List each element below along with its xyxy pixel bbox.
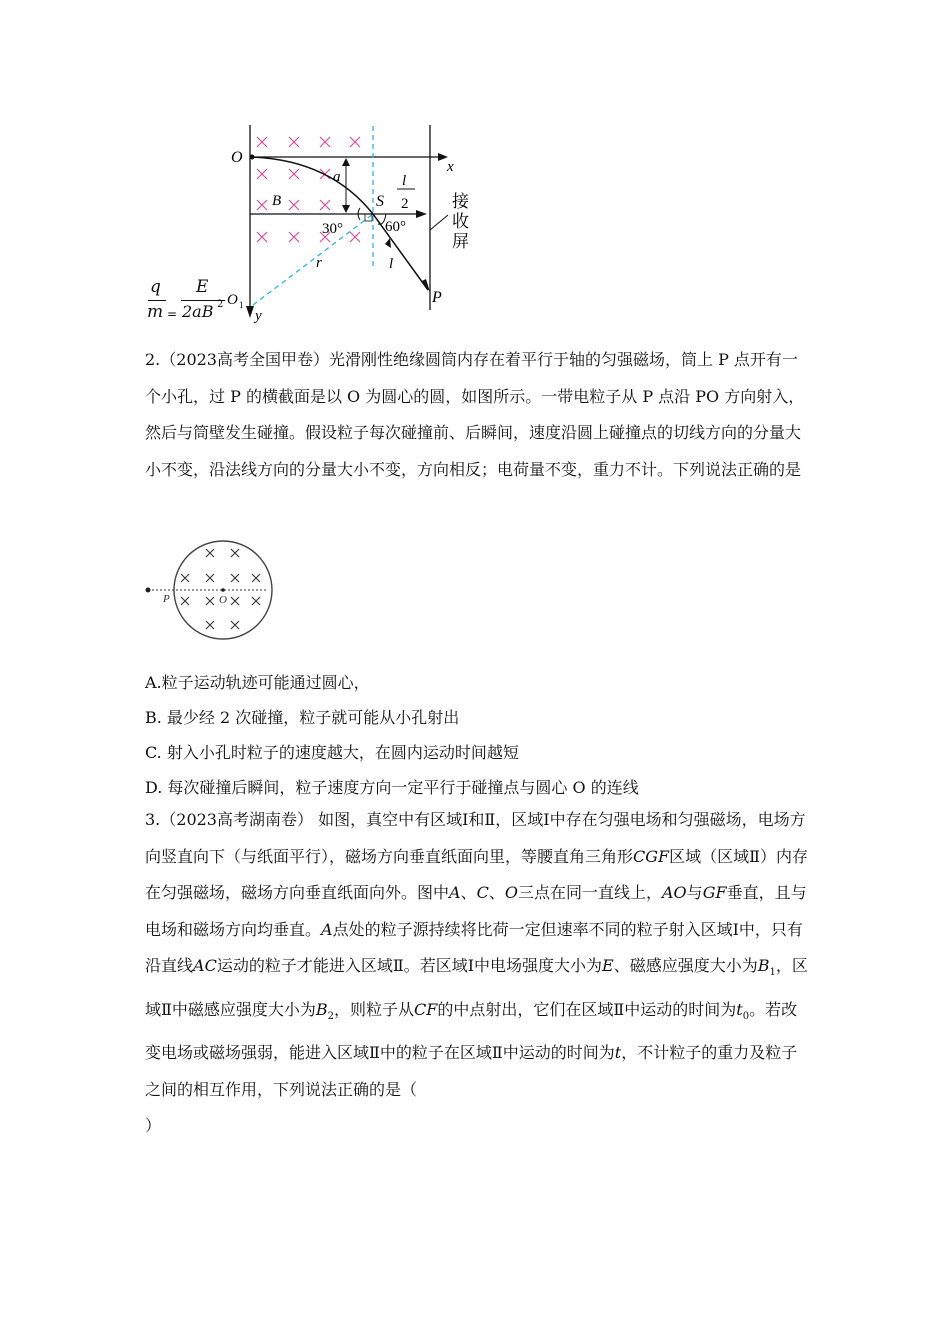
label-S: S — [376, 193, 384, 210]
cylinder-field-marks — [181, 549, 260, 629]
formula-E: E — [196, 277, 209, 297]
label-O: O — [231, 149, 243, 166]
label-r: r — [316, 255, 322, 271]
label-x: x — [447, 159, 454, 175]
label-a: a — [333, 169, 341, 185]
cyl-label-P: P — [163, 593, 170, 605]
label-l: l — [389, 256, 394, 272]
label-P: P — [432, 289, 442, 306]
formula-m: m — [147, 302, 164, 322]
screen-char-3: 屏 — [452, 232, 469, 251]
figure-cylinder-cross-section — [140, 535, 280, 645]
label-O1-sub: 1 — [239, 300, 244, 310]
formula-sup-2: 2 — [217, 299, 224, 310]
q2-option-d: D. 每次碰撞后瞬间，粒子速度方向一定平行于碰撞点与圆心 O 的连线 — [145, 778, 639, 797]
q3-stem: 3.（2023高考湖南卷） 如图，真空中有区域Ⅰ和Ⅱ，区域Ⅰ中存在匀强电场和匀强磁场，电场方向竖直向下（与纸面平行），磁场方向垂直纸面向里，等腰直角三角形CGF区域（区域Ⅱ）内存在匀强磁场，磁场方向垂直纸面向外。图中A、C、O三点在同一直线上，AO与GF垂直，且与电场和磁场方向均垂直。A点处的粒子源持续将比荷一定但速率不同的粒子射入区域Ⅰ中，只有沿直线AC运动的粒子才能进入区域Ⅱ。若区域Ⅰ中电场强度大小为E、磁感应强度大小为$B_1$，区域Ⅱ中磁感应强度大小为$B_2$，则粒子从CF的中点射出，它们在区域Ⅱ中运动的时间为$t_0$。若改变电场或磁场强弱，能进入区域Ⅱ中的粒子在区域Ⅱ中运动的时间为t，不计粒子的重力及粒子之间的相互作用，下列说法正确的是（ ） — [145, 810, 809, 1136]
formula-q: q — [150, 277, 161, 297]
charge-mass-formula — [145, 275, 245, 325]
label-B: B — [272, 193, 282, 209]
q2-option-c: C. 射入小孔时粒子的速度越大，在圆内运动时间越短 — [145, 743, 519, 762]
label-angle-60: 60° — [385, 219, 406, 235]
screen-char-1: 接 — [452, 192, 469, 211]
formula-2aB: 2aB — [182, 302, 214, 321]
label-l-den: 2 — [401, 196, 409, 212]
screen-char-2: 收 — [452, 212, 469, 231]
field-cross-marks — [257, 137, 360, 242]
q2-option-b: B. 最少经 2 次碰撞，粒子就可能从小孔射出 — [145, 708, 460, 727]
label-O1: O — [227, 292, 238, 308]
figure-magnetic-field-diagram — [225, 120, 485, 330]
q2-option-a: A.粒子运动轨迹可能通过圆心， — [145, 673, 370, 692]
label-angle-30: 30° — [322, 221, 343, 237]
formula-equals: = — [167, 307, 178, 321]
cyl-label-O: O — [219, 594, 227, 606]
label-y: y — [255, 308, 262, 324]
q2-stem: 2.（2023高考全国甲卷）光滑刚性绝缘圆筒内存在着平行于轴的匀强磁场，筒上 P 点开有一个小孔，过 P 的横截面是以 O 为圆心的圆，如图所示。一带电粒子从 P 点沿 PO 方向射入，然后与筒壁发生碰撞。假设粒子每次碰撞前、后瞬间，速度沿圆上碰撞点的切线方向的分量大小不变，沿法线方向的分量大小不变，方向相反；电荷量不变，重力不计。下列说法正确的是 — [145, 350, 805, 479]
label-l-num: l — [402, 173, 407, 189]
